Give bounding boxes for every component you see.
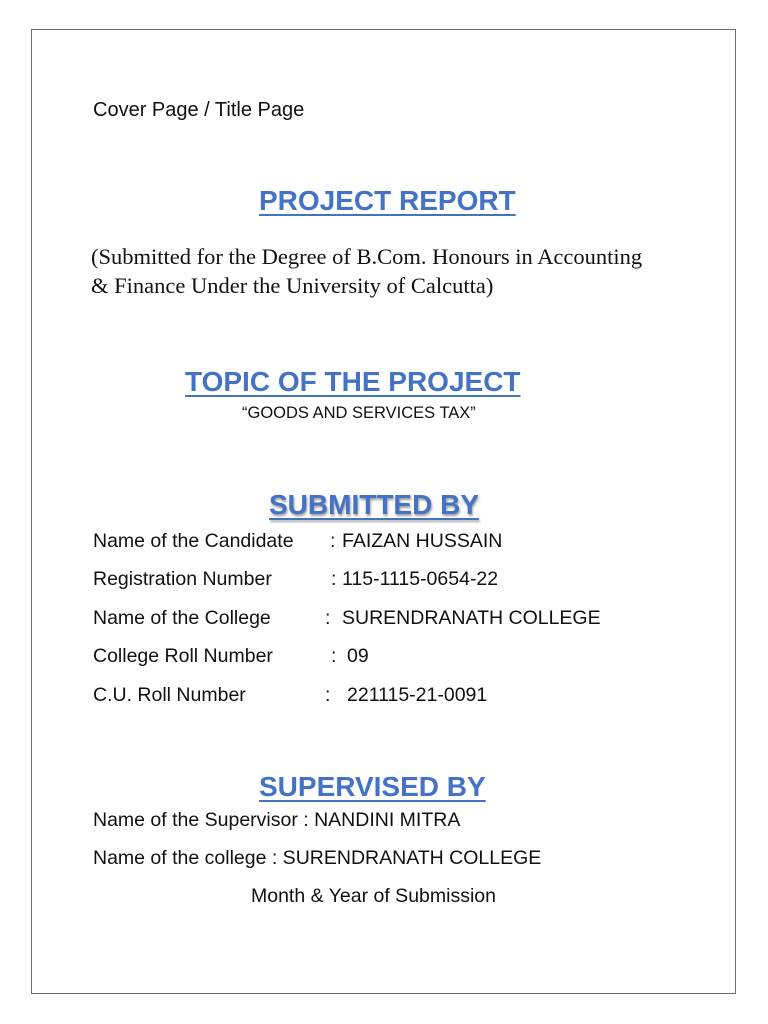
candidate-name-value: FAIZAN HUSSAIN [342,530,503,552]
candidate-name-colon: : [330,530,336,552]
submitted-by-heading: SUBMITTED BY [269,489,479,520]
college-roll-value: 09 [347,645,369,667]
project-report-heading: PROJECT REPORT [259,185,516,216]
cover-page-label: Cover Page / Title Page [93,99,305,121]
college-name-colon: : [325,607,331,629]
topic-heading: TOPIC OF THE PROJECT [185,366,521,397]
college-name-label: Name of the College [93,607,271,629]
supervisor-line: Name of the Supervisor : NANDINI MITRA [93,809,461,831]
college-name-value: SURENDRANATH COLLEGE [342,607,601,629]
registration-number-label: Registration Number [93,568,272,590]
cu-roll-label: C.U. Roll Number [93,684,246,706]
cu-roll-colon: : [325,684,331,706]
candidate-name-label: Name of the Candidate [93,530,294,552]
college-roll-colon: : [331,645,337,667]
cu-roll-value: 221115-21-0091 [347,684,488,706]
project-subtitle: (Submitted for the Degree of B.Com. Honours in Accounting & Finance Under the University of Calcutta) [91,243,643,298]
college-roll-label: College Roll Number [93,645,273,667]
supervised-by-heading: SUPERVISED BY [259,771,486,802]
submission-date-line: Month & Year of Submission [251,885,496,907]
registration-number-colon: : [331,568,337,590]
registration-number-value: 115-1115-0654-22 [342,568,499,590]
supervisor-college-line: Name of the college : SURENDRANATH COLLEGE [93,847,542,869]
topic-value: “GOODS AND SERVICES TAX” [242,404,476,422]
